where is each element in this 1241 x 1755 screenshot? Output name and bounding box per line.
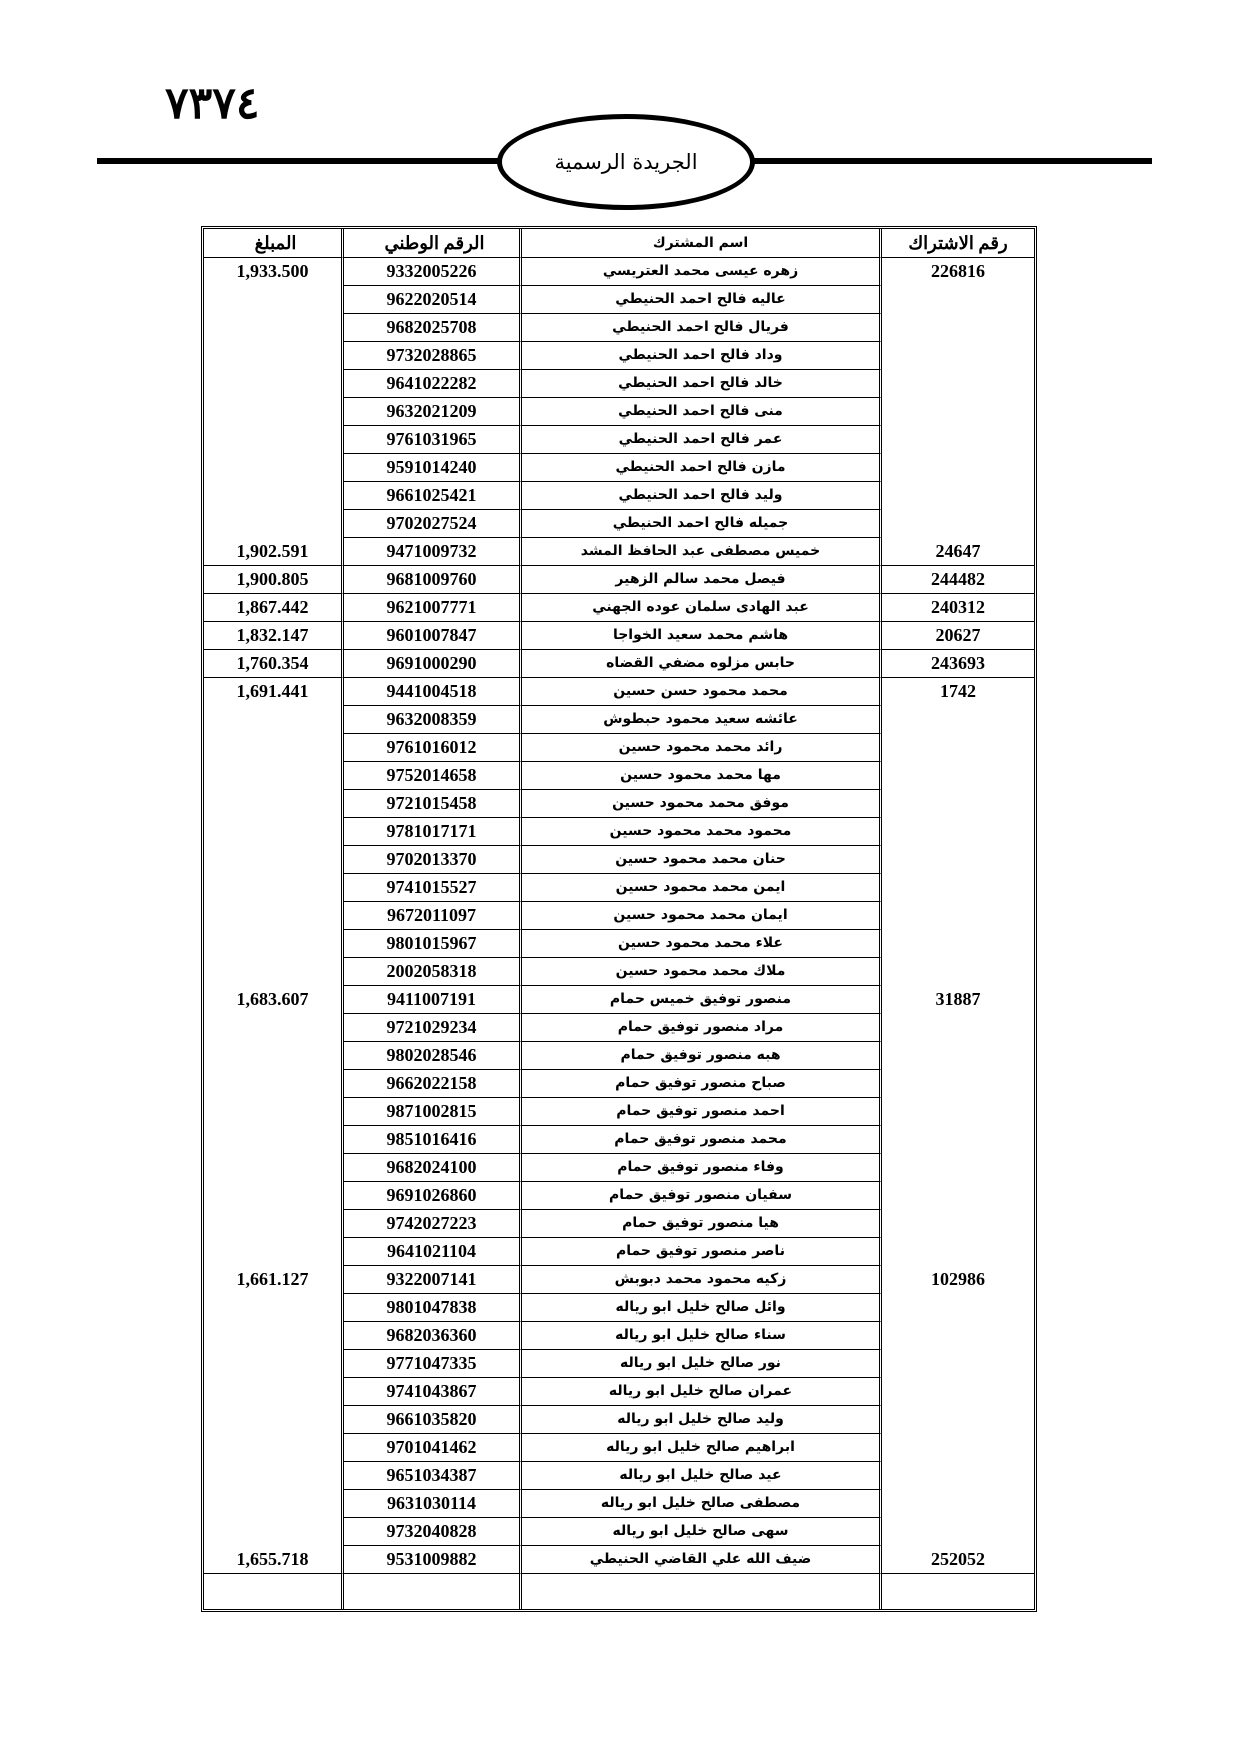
empty-cell <box>344 1574 522 1609</box>
subscriber-name-cell: احمد منصور توفيق حمام <box>522 1098 882 1126</box>
table-row <box>204 650 1034 678</box>
subscription-no-cell: 226816 <box>931 261 985 281</box>
amount-cell: 1,902.591 <box>204 538 344 566</box>
subscriber-name-cell: ابراهيم صالح خليل ابو رياله <box>522 1434 882 1462</box>
national-id-cell: 9641022282 <box>344 370 522 398</box>
table-row <box>204 986 1034 1014</box>
subscriber-name-cell: فريال فالح احمد الحنيطي <box>522 314 882 342</box>
empty-cell <box>882 1574 1034 1609</box>
national-id-cell: 9732028865 <box>344 342 522 370</box>
national-id-cell: 9691026860 <box>344 1182 522 1210</box>
subscriber-name-cell: وليد فالح احمد الحنيطي <box>522 482 882 510</box>
subscriber-name-cell: عمران صالح خليل ابو رياله <box>522 1378 882 1406</box>
subscription-no-cell: 252052 <box>882 1546 1034 1574</box>
table-header-row <box>204 229 1034 258</box>
table-body <box>204 258 1034 1609</box>
subscription-no-cell: 20627 <box>882 622 1034 650</box>
subscribers-table-wrapper <box>201 226 1031 1612</box>
national-id-cell: 9591014240 <box>344 454 522 482</box>
subscriber-name-cell: وليد صالح خليل ابو رياله <box>522 1406 882 1434</box>
national-id-cell: 2002058318 <box>344 958 522 986</box>
table-row <box>204 622 1034 650</box>
empty-cell <box>204 1574 344 1609</box>
national-id-cell: 9741043867 <box>344 1378 522 1406</box>
masthead-oval <box>497 114 755 210</box>
subscriber-name-cell: هاشم محمد سعيد الخواجا <box>522 622 882 650</box>
national-id-cell: 9661035820 <box>344 1406 522 1434</box>
subscriber-name-cell: هبه منصور توفيق حمام <box>522 1042 882 1070</box>
subscriber-name-cell: صباح منصور توفيق حمام <box>522 1070 882 1098</box>
subscriber-name-cell: مها محمد محمود حسين <box>522 762 882 790</box>
national-id-cell: 9682025708 <box>344 314 522 342</box>
subscriber-name-cell: جميله فالح احمد الحنيطي <box>522 510 882 538</box>
national-id-cell: 9651034387 <box>344 1462 522 1490</box>
subscriber-name-cell: مصطفى صالح خليل ابو رياله <box>522 1490 882 1518</box>
national-id-cell: 9682024100 <box>344 1154 522 1182</box>
national-id-cell: 9622020514 <box>344 286 522 314</box>
amount-cell: 1,867.442 <box>204 594 344 622</box>
amount-cell: 1,760.354 <box>204 650 344 678</box>
table-row <box>204 258 1034 286</box>
national-id-cell: 9471009732 <box>344 538 522 566</box>
national-id-cell: 9632008359 <box>344 706 522 734</box>
national-id-cell: 9721015458 <box>344 790 522 818</box>
subscriber-name-cell: محمد محمود حسن حسين <box>522 678 882 706</box>
national-id-cell: 9672011097 <box>344 902 522 930</box>
subscription-no-cell: 240312 <box>882 594 1034 622</box>
subscriber-name-cell: وفاء منصور توفيق حمام <box>522 1154 882 1182</box>
national-id-cell: 9621007771 <box>344 594 522 622</box>
national-id-cell: 9761031965 <box>344 426 522 454</box>
national-id-cell: 9661025421 <box>344 482 522 510</box>
national-id-cell: 9721029234 <box>344 1014 522 1042</box>
subscriber-name-cell: خالد فالح احمد الحنيطي <box>522 370 882 398</box>
national-id-cell: 9322007141 <box>344 1266 522 1294</box>
national-id-cell: 9742027223 <box>344 1210 522 1238</box>
amount-cell: 1,900.805 <box>204 566 344 594</box>
table-row <box>204 594 1034 622</box>
table-row <box>204 566 1034 594</box>
subscriber-name-cell: مازن فالح احمد الحنيطي <box>522 454 882 482</box>
amount-cell: 1,691.441 <box>204 678 344 986</box>
subscriber-name-cell: علاء محمد محمود حسين <box>522 930 882 958</box>
subscriber-name-cell: ناصر منصور توفيق حمام <box>522 1238 882 1266</box>
subscriber-name-cell: وائل صالح خليل ابو رياله <box>522 1294 882 1322</box>
national-id-cell: 9732040828 <box>344 1518 522 1546</box>
header-national-id: الرقم الوطني <box>344 229 522 258</box>
subscriber-name-cell: سناء صالح خليل ابو رياله <box>522 1322 882 1350</box>
subscriber-name-cell: زكيه محمود محمد دبوبش <box>522 1266 882 1294</box>
subscriber-name-cell: ايمان محمد محمود حسين <box>522 902 882 930</box>
subscriber-name-cell: ايمن محمد محمود حسين <box>522 874 882 902</box>
subscriber-name-cell: هيا منصور توفيق حمام <box>522 1210 882 1238</box>
subscriber-name-cell: منصور توفيق خميس حمام <box>522 986 882 1014</box>
subscriber-name-cell: عيد صالح خليل ابو رياله <box>522 1462 882 1490</box>
national-id-cell: 9752014658 <box>344 762 522 790</box>
national-id-cell: 9601007847 <box>344 622 522 650</box>
amount-cell: 1,832.147 <box>204 622 344 650</box>
empty-filler-row <box>204 1574 1034 1609</box>
subscriber-name-cell: نور صالح خليل ابو رياله <box>522 1350 882 1378</box>
empty-cell <box>522 1574 882 1609</box>
national-id-cell: 9701041462 <box>344 1434 522 1462</box>
header-subscription-no: رقم الاشتراك <box>882 229 1034 258</box>
subscriber-name-cell: موفق محمد محمود حسين <box>522 790 882 818</box>
subscribers-table <box>201 226 1037 1612</box>
subscriber-name-cell: سهى صالح خليل ابو رياله <box>522 1518 882 1546</box>
amount-cell: 1,661.127 <box>204 1266 344 1546</box>
subscriber-name-cell: محمود محمد محمود حسين <box>522 818 882 846</box>
national-id-cell: 9531009882 <box>344 1546 522 1574</box>
subscription-no-cell: 244482 <box>882 566 1034 594</box>
header-subscriber-name: اسم المشترك <box>522 229 882 258</box>
national-id-cell: 9802028546 <box>344 1042 522 1070</box>
subscriber-name-cell: مراد منصور توفيق حمام <box>522 1014 882 1042</box>
national-id-cell: 9332005226 <box>344 258 522 286</box>
national-id-cell: 9702027524 <box>344 510 522 538</box>
subscriber-name-cell: عبد الهادى سلمان عوده الجهني <box>522 594 882 622</box>
national-id-cell: 9632021209 <box>344 398 522 426</box>
subscriber-name-cell: ضيف الله علي القاضي الحنيطي <box>522 1546 882 1574</box>
subscription-no-cell: 24647 <box>882 538 1034 566</box>
table-row <box>204 538 1034 566</box>
table-row <box>204 1266 1034 1294</box>
subscription-no-cell: 243693 <box>882 650 1034 678</box>
national-id-cell: 9681009760 <box>344 566 522 594</box>
national-id-cell: 9662022158 <box>344 1070 522 1098</box>
national-id-cell: 9691000290 <box>344 650 522 678</box>
national-id-cell: 9851016416 <box>344 1126 522 1154</box>
subscriber-name-cell: حابس مزلوه مضفي القضاه <box>522 650 882 678</box>
header-amount: المبلغ <box>204 229 344 258</box>
national-id-cell: 9641021104 <box>344 1238 522 1266</box>
national-id-cell: 9761016012 <box>344 734 522 762</box>
subscriber-name-cell: عمر فالح احمد الحنيطي <box>522 426 882 454</box>
subscriber-name-cell: حنان محمد محمود حسين <box>522 846 882 874</box>
national-id-cell: 9682036360 <box>344 1322 522 1350</box>
national-id-cell: 9411007191 <box>344 986 522 1014</box>
amount-cell: 1,655.718 <box>204 1546 344 1574</box>
amount-cell: 1,933.500 <box>204 258 344 538</box>
subscriber-name-cell: ملاك محمد محمود حسين <box>522 958 882 986</box>
national-id-cell: 9702013370 <box>344 846 522 874</box>
table-row <box>204 678 1034 706</box>
subscription-no-cell: 31887 <box>935 989 981 1009</box>
national-id-cell: 9441004518 <box>344 678 522 706</box>
national-id-cell: 9871002815 <box>344 1098 522 1126</box>
subscriber-name-cell: محمد منصور توفيق حمام <box>522 1126 882 1154</box>
masthead-title: الجريدة الرسمية <box>554 150 698 174</box>
national-id-cell: 9771047335 <box>344 1350 522 1378</box>
subscription-no-cell: 102986 <box>931 1269 985 1289</box>
national-id-cell: 9781017171 <box>344 818 522 846</box>
subscriber-name-cell: زهره عيسى محمد العتريسي <box>522 258 882 286</box>
page-number: ٧٣٧٤ <box>165 78 260 129</box>
amount-cell: 1,683.607 <box>204 986 344 1266</box>
subscriber-name-cell: فيصل محمد سالم الزهير <box>522 566 882 594</box>
national-id-cell: 9801015967 <box>344 930 522 958</box>
table-row <box>204 1546 1034 1574</box>
national-id-cell: 9801047838 <box>344 1294 522 1322</box>
subscriber-name-cell: منى فالح احمد الحنيطي <box>522 398 882 426</box>
subscriber-name-cell: رائد محمد محمود حسين <box>522 734 882 762</box>
subscriber-name-cell: خميس مصطفى عبد الحافظ المشد <box>522 538 882 566</box>
subscriber-name-cell: سفيان منصور توفيق حمام <box>522 1182 882 1210</box>
subscription-no-cell: 1742 <box>940 681 976 701</box>
subscriber-name-cell: عاليه فالح احمد الحنيطي <box>522 286 882 314</box>
subscriber-name-cell: عائشه سعيد محمود حبطوش <box>522 706 882 734</box>
subscriber-name-cell: وداد فالح احمد الحنيطي <box>522 342 882 370</box>
national-id-cell: 9631030114 <box>344 1490 522 1518</box>
national-id-cell: 9741015527 <box>344 874 522 902</box>
